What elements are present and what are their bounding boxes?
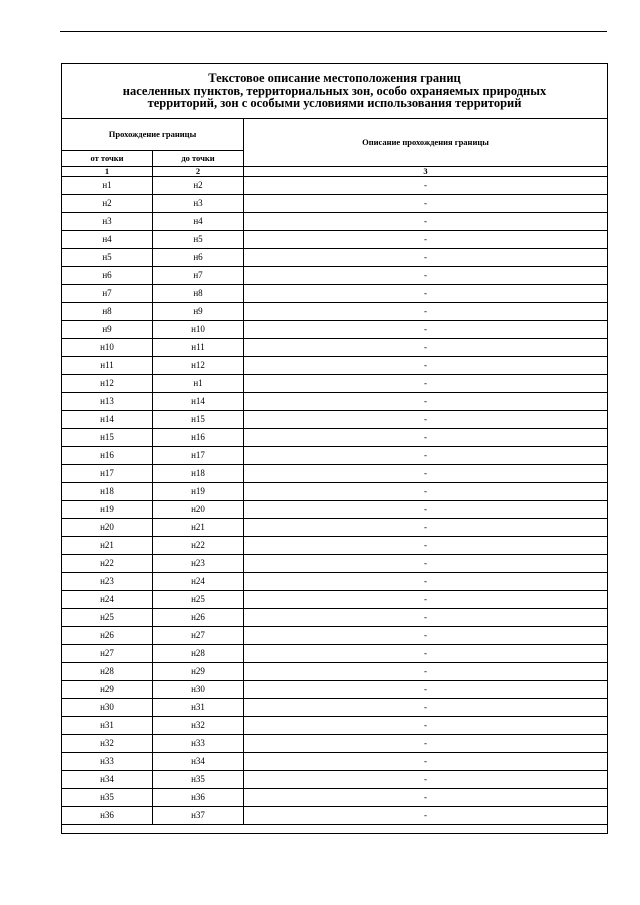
table-row [62, 501, 608, 519]
description-cell: - [244, 627, 608, 645]
column-number-2: 2 [153, 167, 244, 177]
description-cell: - [244, 573, 608, 591]
from-point-cell: н29 [62, 681, 153, 699]
to-point-cell: н31 [153, 699, 244, 717]
to-point-cell: н2 [153, 177, 244, 195]
from-point-cell: н24 [62, 591, 153, 609]
description-cell: - [244, 303, 608, 321]
from-point-cell: н11 [62, 357, 153, 375]
description-cell: - [244, 771, 608, 789]
to-point-cell: н29 [153, 663, 244, 681]
from-point-cell: н33 [62, 753, 153, 771]
description-cell: - [244, 537, 608, 555]
from-point-cell: н27 [62, 645, 153, 663]
to-point-cell: н19 [153, 483, 244, 501]
table-row [62, 717, 608, 735]
page-top-rule [60, 31, 607, 32]
from-point-cell: н17 [62, 465, 153, 483]
description-cell: - [244, 177, 608, 195]
from-point-cell: н34 [62, 771, 153, 789]
from-point-cell: н28 [62, 663, 153, 681]
description-cell: - [244, 609, 608, 627]
table-row [62, 627, 608, 645]
table-row [62, 177, 608, 195]
description-cell: - [244, 717, 608, 735]
description-cell: - [244, 591, 608, 609]
table-row [62, 789, 608, 807]
to-point-cell: н37 [153, 807, 244, 825]
to-point-cell: н21 [153, 519, 244, 537]
to-point-cell: н17 [153, 447, 244, 465]
from-point-cell: н9 [62, 321, 153, 339]
from-point-cell: н2 [62, 195, 153, 213]
title-line-1: Текстовое описание местоположения границ [208, 70, 461, 85]
from-point-cell: н1 [62, 177, 153, 195]
table-row [62, 213, 608, 231]
description-cell: - [244, 807, 608, 825]
from-point-cell: н16 [62, 447, 153, 465]
table-row [62, 663, 608, 681]
header-passage: Прохождение границы [62, 119, 244, 151]
description-cell: - [244, 645, 608, 663]
to-point-cell: н7 [153, 267, 244, 285]
description-cell: - [244, 555, 608, 573]
description-cell: - [244, 663, 608, 681]
table-row [62, 267, 608, 285]
header-to-point: до точки [153, 151, 244, 167]
document-title [62, 64, 608, 119]
column-number-1: 1 [62, 167, 153, 177]
description-cell: - [244, 483, 608, 501]
from-point-cell: н21 [62, 537, 153, 555]
description-cell: - [244, 249, 608, 267]
table-row [62, 231, 608, 249]
from-point-cell: н13 [62, 393, 153, 411]
from-point-cell: н10 [62, 339, 153, 357]
to-point-cell: н8 [153, 285, 244, 303]
from-point-cell: н30 [62, 699, 153, 717]
column-number-row [62, 167, 608, 177]
to-point-cell: н5 [153, 231, 244, 249]
to-point-cell: н12 [153, 357, 244, 375]
description-cell: - [244, 339, 608, 357]
table-row [62, 807, 608, 825]
to-point-cell: н14 [153, 393, 244, 411]
table-row [62, 753, 608, 771]
to-point-cell: н28 [153, 645, 244, 663]
from-point-cell: н31 [62, 717, 153, 735]
table-row [62, 249, 608, 267]
from-point-cell: н36 [62, 807, 153, 825]
to-point-cell: н26 [153, 609, 244, 627]
table-row [62, 609, 608, 627]
table-row [62, 699, 608, 717]
table-row [62, 735, 608, 753]
from-point-cell: н15 [62, 429, 153, 447]
to-point-cell: н30 [153, 681, 244, 699]
table-row [62, 357, 608, 375]
description-cell: - [244, 429, 608, 447]
table-row [62, 591, 608, 609]
description-cell: - [244, 447, 608, 465]
from-point-cell: н20 [62, 519, 153, 537]
title-row [62, 64, 608, 119]
header-from-point: от точки [62, 151, 153, 167]
table-row [62, 681, 608, 699]
table-row [62, 411, 608, 429]
table-row [62, 645, 608, 663]
to-point-cell: н10 [153, 321, 244, 339]
table-row [62, 573, 608, 591]
to-point-cell: н6 [153, 249, 244, 267]
title-line-3: территорий, зон с особыми условиями использования территорий [147, 96, 522, 111]
description-cell: - [244, 195, 608, 213]
table-row [62, 519, 608, 537]
from-point-cell: н23 [62, 573, 153, 591]
description-cell: - [244, 321, 608, 339]
description-cell: - [244, 735, 608, 753]
description-cell: - [244, 519, 608, 537]
to-point-cell: н18 [153, 465, 244, 483]
to-point-cell: н25 [153, 591, 244, 609]
to-point-cell: н27 [153, 627, 244, 645]
from-point-cell: н7 [62, 285, 153, 303]
table-row [62, 447, 608, 465]
description-cell: - [244, 213, 608, 231]
from-point-cell: н18 [62, 483, 153, 501]
table-row [62, 195, 608, 213]
to-point-cell: н1 [153, 375, 244, 393]
description-cell: - [244, 753, 608, 771]
table-row [62, 555, 608, 573]
to-point-cell: н22 [153, 537, 244, 555]
from-point-cell: н8 [62, 303, 153, 321]
from-point-cell: н12 [62, 375, 153, 393]
table-row [62, 285, 608, 303]
table-row [62, 429, 608, 447]
table-row [62, 321, 608, 339]
from-point-cell: н32 [62, 735, 153, 753]
description-cell: - [244, 267, 608, 285]
to-point-cell: н34 [153, 753, 244, 771]
from-point-cell: н3 [62, 213, 153, 231]
empty-footer-cell [62, 825, 608, 834]
table-row [62, 375, 608, 393]
from-point-cell: н6 [62, 267, 153, 285]
description-cell: - [244, 681, 608, 699]
to-point-cell: н20 [153, 501, 244, 519]
header-description: Описание прохождения границы [244, 119, 608, 167]
title-line-2: населенных пунктов, территориальных зон, особо охраняемых природных [122, 83, 547, 98]
table-row [62, 771, 608, 789]
to-point-cell: н9 [153, 303, 244, 321]
table-row [62, 465, 608, 483]
description-cell: - [244, 465, 608, 483]
from-point-cell: н22 [62, 555, 153, 573]
from-point-cell: н19 [62, 501, 153, 519]
to-point-cell: н16 [153, 429, 244, 447]
table-row [62, 393, 608, 411]
table-row [62, 537, 608, 555]
from-point-cell: н14 [62, 411, 153, 429]
description-cell: - [244, 789, 608, 807]
column-number-3: 3 [244, 167, 608, 177]
description-cell: - [244, 411, 608, 429]
to-point-cell: н36 [153, 789, 244, 807]
header-row-1 [62, 119, 608, 151]
description-cell: - [244, 231, 608, 249]
from-point-cell: н4 [62, 231, 153, 249]
description-cell: - [244, 285, 608, 303]
to-point-cell: н11 [153, 339, 244, 357]
to-point-cell: н35 [153, 771, 244, 789]
to-point-cell: н23 [153, 555, 244, 573]
description-cell: - [244, 375, 608, 393]
to-point-cell: н3 [153, 195, 244, 213]
to-point-cell: н32 [153, 717, 244, 735]
from-point-cell: н25 [62, 609, 153, 627]
to-point-cell: н24 [153, 573, 244, 591]
description-cell: - [244, 393, 608, 411]
table-row [62, 303, 608, 321]
description-cell: - [244, 357, 608, 375]
to-point-cell: н4 [153, 213, 244, 231]
from-point-cell: н35 [62, 789, 153, 807]
table-row [62, 339, 608, 357]
description-cell: - [244, 699, 608, 717]
to-point-cell: н15 [153, 411, 244, 429]
table-row [62, 483, 608, 501]
to-point-cell: н33 [153, 735, 244, 753]
description-cell: - [244, 501, 608, 519]
from-point-cell: н5 [62, 249, 153, 267]
from-point-cell: н26 [62, 627, 153, 645]
boundary-description-table [61, 63, 608, 834]
empty-footer-row [62, 825, 608, 834]
